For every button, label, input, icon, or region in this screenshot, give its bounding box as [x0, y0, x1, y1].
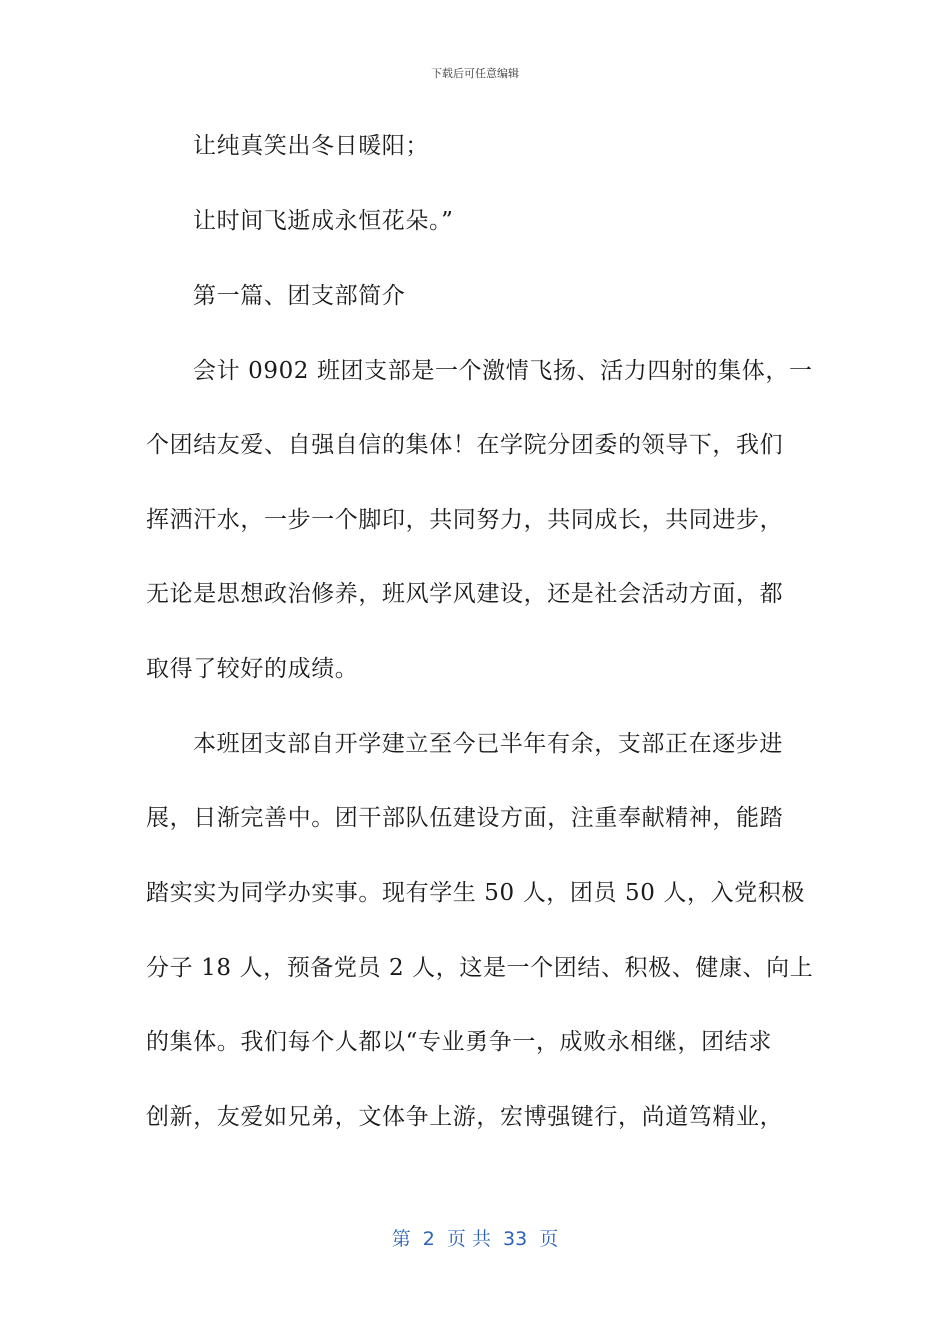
body-line: 会计 0902 班团支部是一个激情飞扬、活力四射的集体，一: [193, 358, 813, 384]
page-header: 下载后可任意编辑: [431, 67, 519, 80]
body-line: 分子 18 人，预备党员 2 人，这是一个团结、积极、健康、向上: [146, 955, 814, 981]
body-line: 取得了较好的成绩。: [146, 656, 359, 682]
body-line: 的集体。我们每个人都以“专业勇争一，成败永相继，团结求: [146, 1029, 772, 1055]
body-line: 展，日渐完善中。团干部队伍建设方面，注重奉献精神，能踏: [146, 805, 784, 831]
body-line: 让时间飞逝成永恒花朵。”: [193, 208, 454, 234]
body-line: 创新，友爱如兄弟，文体争上游，宏博强键行，尚道笃精业，: [146, 1104, 784, 1130]
body-line: 无论是思想政治修养，班风学风建设，还是社会活动方面，都: [146, 581, 784, 607]
body-line: 让纯真笑出冬日暖阳；: [193, 133, 429, 159]
body-line: 踏实实为同学办实事。现有学生 50 人，团员 50 人，入党积极: [146, 880, 805, 906]
body-line: 个团结友爱、自强自信的集体！在学院分团委的领导下，我们: [146, 432, 784, 458]
page-number-footer: 第 2 页 共 33 页: [391, 1228, 559, 1250]
body-line: 本班团支部自开学建立至今已半年有余，支部正在逐步进: [193, 731, 783, 757]
section-heading: 第一篇、团支部简介: [193, 283, 406, 309]
body-line: 挥洒汗水，一步一个脚印，共同努力，共同成长，共同进步，: [146, 507, 784, 533]
